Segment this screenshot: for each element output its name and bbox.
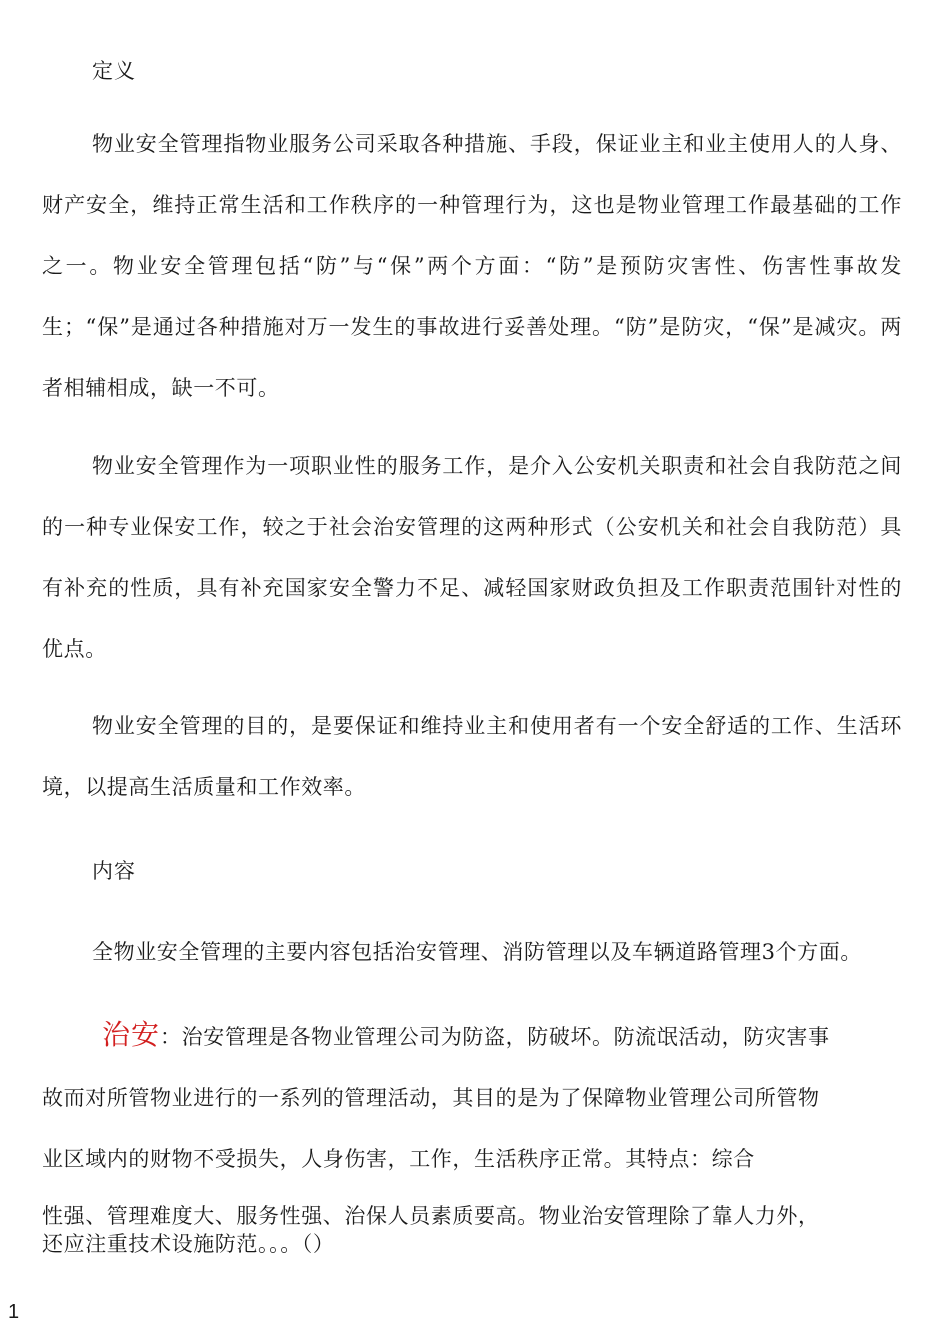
zhian-line-3: 业区域内的财物不受损失，人身伤害，工作，生活秩序正常。其特点：综合 xyxy=(42,1147,755,1171)
definition-paragraph-1: 物业安全管理指物业服务公司采取各种措施、手段，保证业主和业主使用人的人身、财产安全，维持正常生活和工作秩序的一种管理行为，这也是物业管理工作最基础的工作之一。物业安全管理包括“防”与“保”两个方面：“防”是预防灾害性、伤害性事故发生；“保”是通过各种措施对万一发生的事故进行妥善处理。“防”是防灾，“保”是减灾。两者相辅相成，缺一不可。 xyxy=(42,132,902,400)
zhian-line-2: 故而对所管物业进行的一系列的管理活动，其目的是为了保障物业管理公司所管物 xyxy=(42,1086,820,1110)
page-number: 1 xyxy=(8,1301,20,1323)
zhian-section xyxy=(42,1004,902,1258)
zhian-line-5: 还应注重技术设施防范。。。（） xyxy=(42,1232,335,1256)
content-intro-paragraph: 全物业安全管理的主要内容包括治安管理、消防管理以及车辆道路管理3个方面。 xyxy=(92,940,862,964)
zhian-text-1: 治安管理是各物业管理公司为防盗，防破坏。防流氓活动，防灾害事 xyxy=(181,1025,830,1049)
zhian-colon: ： xyxy=(160,1025,182,1049)
zhian-label: 治安 xyxy=(102,1018,161,1051)
zhian-line-4: 性强、管理难度大、服务性强、治保人员素质要高。物业治安管理除了靠人力外， xyxy=(42,1204,820,1228)
definition-paragraph-2: 物业安全管理作为一项职业性的服务工作，是介入公安机关职责和社会自我防范之间的一种专业保安工作，较之于社会治安管理的这两种形式（公安机关和社会自我防范）具有补充的性质，具有补充国家安全警力不足、减轻国家财政负担及工作职责范围针对性的优点。 xyxy=(42,454,902,661)
zhian-line-1 xyxy=(42,1004,902,1068)
content-heading: 内容 xyxy=(92,859,136,883)
definition-heading: 定义 xyxy=(92,59,136,83)
definition-paragraph-3: 物业安全管理的目的，是要保证和维持业主和使用者有一个安全舒适的工作、生活环境，以提高生活质量和工作效率。 xyxy=(42,714,902,799)
